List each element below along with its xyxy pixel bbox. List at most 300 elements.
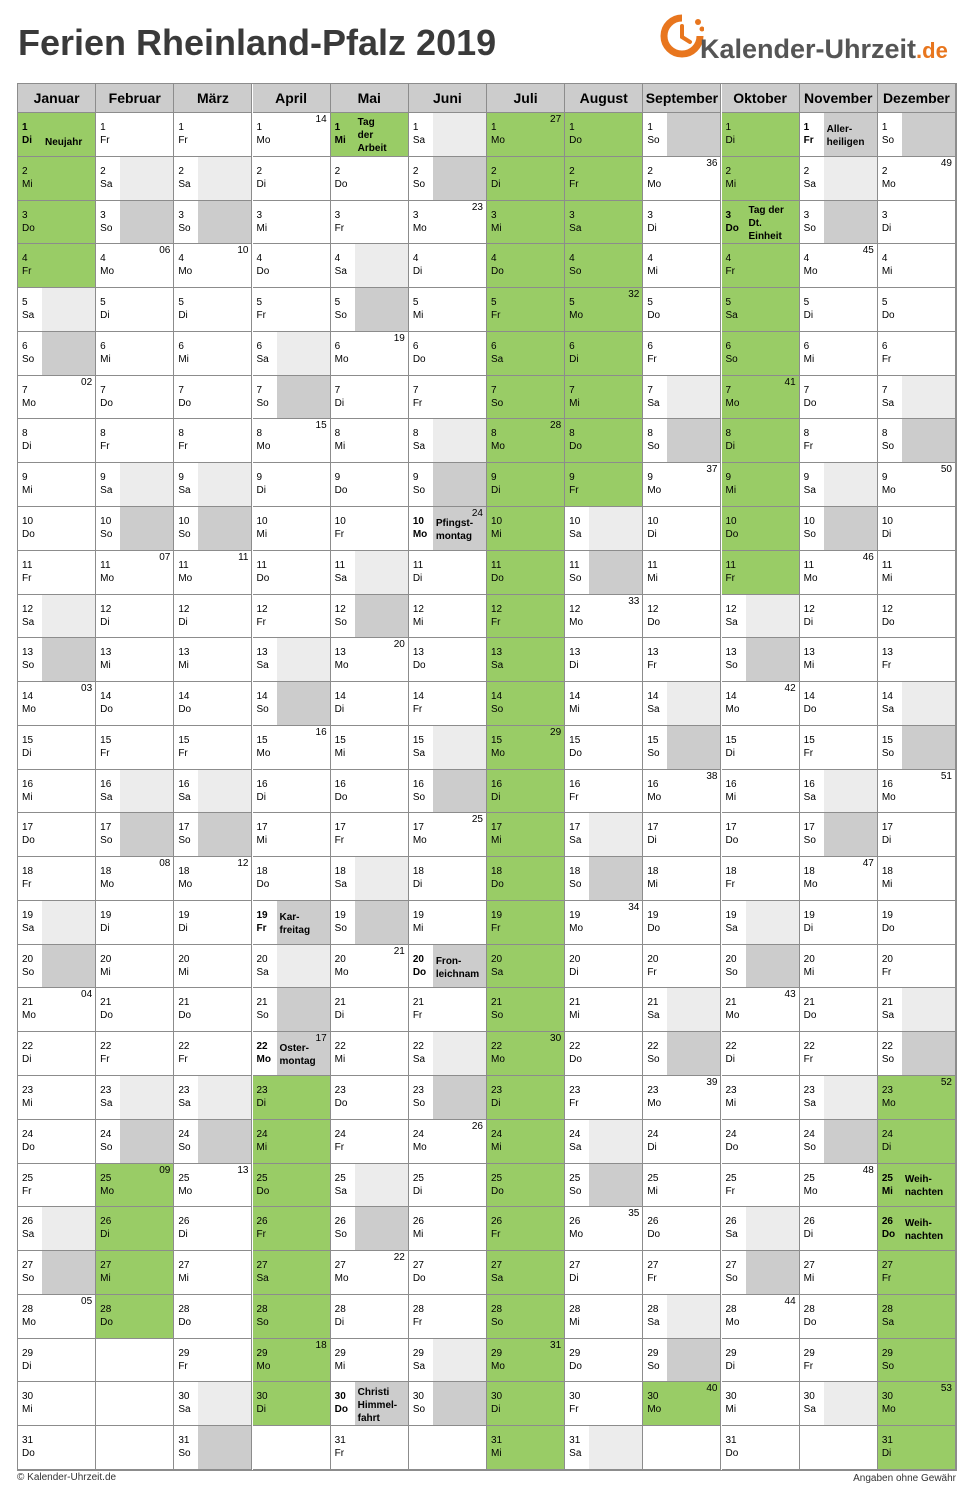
day-number: 5 Di [178, 297, 188, 322]
day-cell [174, 1426, 252, 1470]
day-cell [643, 595, 721, 639]
week-number: 47 [862, 858, 874, 870]
day-number: 23 Di [256, 1085, 268, 1110]
day-label-area [511, 288, 564, 331]
day-label-area [198, 770, 251, 813]
day-label-area [433, 1164, 486, 1207]
day-cell [487, 201, 565, 245]
day-number: 20 Sa [491, 953, 504, 978]
day-label-area [589, 376, 642, 419]
day-cell [878, 1164, 956, 1208]
day-cell [643, 1076, 721, 1120]
day-cell [18, 1164, 96, 1208]
day-number: 18 Fr [725, 866, 737, 891]
day-cell [878, 857, 956, 901]
day-number: 9 Mi [725, 472, 737, 497]
day-label-area [120, 1207, 173, 1250]
day-label-area [589, 419, 642, 462]
day-cell [331, 901, 409, 945]
day-label-area [277, 157, 330, 200]
day-number: 5 Do [647, 297, 661, 322]
day-cell [565, 113, 643, 157]
day-cell [878, 726, 956, 770]
day-label-area [433, 1251, 486, 1294]
day-cell [253, 1207, 331, 1251]
day-number: 13 So [22, 647, 35, 672]
day-number: 6 Mi [100, 340, 111, 365]
day-cell [174, 1032, 252, 1076]
day-number: 5 Do [881, 297, 895, 322]
day-cell [487, 244, 565, 288]
day-number: 30 Do [334, 1391, 348, 1416]
day-number: 14 Do [178, 691, 192, 716]
day-cell [565, 551, 643, 595]
day-label-area [667, 1164, 720, 1207]
day-cell [565, 770, 643, 814]
day-number: 22 Fr [100, 1041, 112, 1066]
day-label-area [902, 419, 955, 462]
day-cell [174, 988, 252, 1032]
week-number: 27 [550, 114, 562, 125]
day-cell [643, 1032, 721, 1076]
day-cell [565, 1426, 643, 1470]
day-cell [409, 1164, 487, 1208]
day-cell [96, 1032, 174, 1076]
day-number: 1 Sa [412, 122, 426, 146]
day-label-area [667, 988, 720, 1031]
day-cell [18, 463, 96, 507]
day-label-area [746, 288, 799, 331]
day-label-area [902, 113, 955, 156]
day-cell [565, 1339, 643, 1383]
day-cell [18, 376, 96, 420]
day-cell [800, 595, 878, 639]
day-number: 23 Di [491, 1085, 503, 1110]
day-cell [409, 682, 487, 726]
day-label-area [511, 1426, 564, 1469]
day-label-area [277, 813, 330, 856]
week-number: 10 [237, 245, 249, 257]
day-number: 26 Mo [569, 1216, 584, 1241]
day-cell [878, 1382, 956, 1426]
day-number: 17 Mi [256, 822, 268, 847]
day-label-area [746, 857, 799, 900]
day-label-area [667, 419, 720, 462]
day-cell [409, 376, 487, 420]
day-label-area [824, 463, 877, 506]
day-label-area [511, 988, 564, 1031]
day-cell [174, 1339, 252, 1383]
week-number: 48 [862, 1164, 874, 1176]
day-number: 3 Mi [256, 209, 268, 234]
day-cell [174, 1251, 252, 1295]
day-number: 1 Mi [334, 122, 346, 146]
day-number: 21 Sa [647, 997, 660, 1022]
day-cell [18, 419, 96, 463]
day-cell [643, 857, 721, 901]
day-label-area [667, 1032, 720, 1075]
day-number: 10 Di [647, 515, 659, 540]
day-number: 28 So [491, 1303, 504, 1328]
day-cell [800, 288, 878, 332]
day-cell [174, 1120, 252, 1164]
day-cell [722, 1382, 800, 1426]
day-label-area [824, 1076, 877, 1119]
day-cell [878, 288, 956, 332]
day-number: 9 Sa [100, 472, 113, 497]
day-cell [643, 1251, 721, 1295]
month-header: Juni [409, 84, 487, 113]
day-label-area [277, 376, 330, 419]
day-label-area [902, 288, 955, 331]
day-number: 30 So [412, 1391, 426, 1416]
day-cell [253, 201, 331, 245]
day-cell [878, 1076, 956, 1120]
day-cell [565, 901, 643, 945]
week-number: 44 [784, 1295, 796, 1307]
day-number: 16 Mi [22, 778, 34, 803]
day-label-area [355, 507, 408, 550]
day-number: 1 Fr [100, 122, 110, 146]
calendar-days [18, 84, 956, 1470]
week-number: 04 [81, 989, 93, 1001]
day-label-area [746, 332, 799, 375]
day-number: 11 Do [491, 559, 504, 584]
day-cell [331, 726, 409, 770]
day-cell [643, 157, 721, 201]
holiday-label: Weih- nachten [904, 1174, 944, 1199]
day-number: 25 Sa [334, 1172, 347, 1197]
day-cell [722, 1164, 800, 1208]
day-number: 29 Fr [178, 1347, 190, 1372]
day-number: 17 Fr [334, 822, 346, 847]
day-number: 1 Fr [178, 122, 188, 146]
week-number: 20 [393, 639, 405, 651]
day-cell [800, 507, 878, 551]
day-label-area [198, 1426, 251, 1469]
day-label-area [433, 770, 486, 813]
day-number: 14 Do [100, 691, 113, 716]
day-cell [800, 901, 878, 945]
month-header: September [643, 84, 721, 113]
day-label-area [824, 770, 877, 813]
day-cell [565, 201, 643, 245]
day-number: 12 So [334, 603, 347, 628]
day-cell [331, 1251, 409, 1295]
day-label-area [277, 638, 330, 681]
month-header: November [800, 84, 878, 113]
day-cell [253, 288, 331, 332]
day-cell [409, 1251, 487, 1295]
day-number: 15 Sa [412, 734, 426, 759]
day-label-area [42, 157, 95, 200]
day-number: 21 Sa [881, 997, 895, 1022]
day-number: 24 So [803, 1128, 816, 1153]
day-number: 25 Di [412, 1172, 424, 1197]
day-label-area [746, 770, 799, 813]
day-number: 21 Di [334, 997, 346, 1022]
day-cell [487, 1426, 565, 1470]
brand-logo[interactable] [660, 8, 960, 80]
day-number: 10 So [803, 515, 816, 540]
day-cell [174, 1164, 252, 1208]
day-label-area [511, 945, 564, 988]
day-cell [565, 1207, 643, 1251]
day-cell [878, 638, 956, 682]
day-label-area [120, 288, 173, 331]
day-label-area [120, 507, 173, 550]
day-label-area [824, 1382, 877, 1425]
day-label-area [511, 901, 564, 944]
week-number: 12 [237, 858, 249, 870]
day-number: 18 Mo [803, 866, 818, 891]
day-cell [331, 332, 409, 376]
day-label-area [120, 157, 173, 200]
day-number: 14 Mi [569, 691, 581, 716]
day-cell [565, 157, 643, 201]
day-number: 11 Do [256, 559, 270, 584]
day-label-area [511, 376, 564, 419]
day-label-area [355, 201, 408, 244]
day-label-area [824, 376, 877, 419]
day-cell [487, 1295, 565, 1339]
day-cell [174, 1382, 252, 1426]
day-number: 12 Di [178, 603, 190, 628]
day-number: 15 Mi [334, 734, 346, 759]
day-label-area [42, 1164, 95, 1207]
day-number: 5 Sa [22, 297, 35, 322]
day-number: 30 Mo [647, 1391, 662, 1416]
day-label-area [511, 244, 564, 287]
day-label-area [198, 1207, 251, 1250]
day-number: 29 Do [569, 1347, 582, 1372]
day-cell [253, 638, 331, 682]
day-cell [96, 813, 174, 857]
day-cell [643, 1207, 721, 1251]
day-cell [18, 945, 96, 989]
day-number: 11 Mi [647, 559, 658, 584]
day-cell [96, 638, 174, 682]
brand-name: Kalender-Uhrzeit.de [700, 34, 948, 64]
day-label-area [198, 157, 251, 200]
day-label-area [198, 201, 251, 244]
day-number: 2 Mo [647, 165, 662, 190]
day-cell [722, 901, 800, 945]
day-cell [253, 419, 331, 463]
day-number: 19 Di [803, 909, 815, 934]
day-label-area [746, 419, 799, 462]
day-number: 29 Sa [412, 1347, 426, 1372]
day-number: 18 Mi [647, 866, 659, 891]
day-number: 10 Mi [491, 515, 503, 540]
day-number: 8 Di [22, 428, 32, 453]
day-number: 31 Di [881, 1435, 893, 1460]
day-label-area [667, 1120, 720, 1163]
day-label-area [511, 463, 564, 506]
day-number: 11 Mi [881, 559, 893, 584]
day-number: 30 Sa [178, 1391, 191, 1416]
day-number: 27 Sa [256, 1260, 269, 1285]
week-number: 23 [471, 201, 483, 213]
day-number: 19 Fr [491, 909, 503, 934]
month-header: Januar [18, 84, 96, 113]
week-number: 29 [550, 726, 562, 738]
day-label-area [120, 1251, 173, 1294]
day-cell [800, 113, 878, 157]
day-cell [800, 157, 878, 201]
day-label-area [433, 157, 486, 200]
day-cell [409, 332, 487, 376]
day-number: 12 Sa [725, 603, 738, 628]
day-label-area [667, 244, 720, 287]
day-label-area [433, 551, 486, 594]
day-number: 9 Sa [178, 472, 191, 497]
day-cell [331, 682, 409, 726]
day-label-area [746, 595, 799, 638]
day-cell [643, 682, 721, 726]
day-number: 31 Sa [569, 1435, 582, 1460]
day-number: 5 Di [100, 297, 110, 322]
week-number: 34 [628, 901, 640, 913]
day-number: 6 Sa [491, 340, 504, 365]
day-number: 25 Mo [178, 1172, 193, 1197]
day-label-area [198, 638, 251, 681]
day-label-area [42, 463, 95, 506]
day-number: 31 Fr [334, 1435, 346, 1460]
day-cell [565, 1382, 643, 1426]
day-cell [878, 201, 956, 245]
day-cell [96, 1251, 174, 1295]
day-number: 19 Do [647, 909, 661, 934]
day-cell [565, 726, 643, 770]
day-number: 22 Fr [178, 1041, 190, 1066]
day-cell [643, 770, 721, 814]
day-label-area [120, 376, 173, 419]
day-cell [878, 813, 956, 857]
day-number: 19 Do [881, 909, 895, 934]
day-number: 18 Mo [178, 866, 193, 891]
day-number: 28 Mo [22, 1303, 36, 1328]
empty-day-cell [409, 1426, 487, 1470]
day-cell [253, 901, 331, 945]
day-number: 27 Di [569, 1260, 581, 1285]
day-label-area [42, 1339, 95, 1382]
day-label-area [746, 638, 799, 681]
day-cell [722, 244, 800, 288]
day-number: 6 Do [412, 340, 426, 365]
day-number: 28 Di [334, 1303, 346, 1328]
day-cell [253, 1120, 331, 1164]
day-label-area [667, 595, 720, 638]
day-cell [331, 1295, 409, 1339]
day-number: 29 Di [22, 1347, 34, 1372]
day-cell [331, 945, 409, 989]
day-label-area [902, 682, 955, 725]
day-label-area [746, 1120, 799, 1163]
day-number: 20 Mi [803, 953, 815, 978]
day-number: 18 Mo [100, 866, 115, 891]
day-cell [331, 813, 409, 857]
day-number: 9 Fr [569, 472, 579, 497]
day-cell [18, 244, 96, 288]
day-label-area [277, 682, 330, 725]
day-label-area [667, 1295, 720, 1338]
holiday-label: Christi Himmel- fahrt [357, 1386, 398, 1424]
day-label-area [355, 1207, 408, 1250]
day-cell [800, 1295, 878, 1339]
day-number: 20 So [725, 953, 738, 978]
day-cell [409, 988, 487, 1032]
day-number: 25 Mo [803, 1172, 818, 1197]
day-cell [565, 857, 643, 901]
week-number: 33 [628, 595, 640, 607]
day-number: 1 Mo [256, 122, 271, 146]
day-number: 4 Fr [725, 253, 735, 278]
day-number: 6 Di [569, 340, 579, 365]
holiday-label: Neujahr [45, 137, 83, 149]
day-number: 25 Do [491, 1172, 504, 1197]
day-number: 10 Mo [412, 515, 428, 540]
day-cell [800, 638, 878, 682]
day-cell [18, 113, 96, 157]
day-label-area [589, 1076, 642, 1119]
day-number: 1 Fr [803, 122, 814, 146]
day-label-area [902, 1426, 955, 1469]
day-cell [565, 1076, 643, 1120]
day-number: 18 So [569, 866, 582, 891]
day-number: 12 Di [803, 603, 815, 628]
day-label-area [902, 507, 955, 550]
week-number: 37 [706, 464, 718, 476]
day-number: 15 Fr [100, 734, 112, 759]
day-label-area [589, 201, 642, 244]
day-cell [253, 463, 331, 507]
day-cell [18, 1076, 96, 1120]
day-number: 8 So [881, 428, 895, 453]
day-number: 16 Mo [881, 778, 896, 803]
day-number: 19 Sa [725, 909, 738, 934]
day-number: 25 Mi [881, 1172, 893, 1197]
day-cell [409, 901, 487, 945]
day-label-area [902, 901, 955, 944]
day-cell [643, 551, 721, 595]
day-number: 28 Mi [569, 1303, 581, 1328]
day-number: 4 Do [491, 253, 504, 278]
day-number: 12 Di [100, 603, 112, 628]
day-cell [331, 988, 409, 1032]
day-cell [487, 1251, 565, 1295]
day-number: 15 Di [22, 734, 34, 759]
day-cell [331, 857, 409, 901]
week-number: 06 [159, 245, 171, 257]
day-number: 14 Sa [881, 691, 895, 716]
day-label-area [511, 813, 564, 856]
day-cell [565, 1295, 643, 1339]
day-label-area [433, 332, 486, 375]
day-number: 30 Di [256, 1391, 268, 1416]
day-number: 29 So [647, 1347, 660, 1372]
day-cell [18, 638, 96, 682]
day-label-area [198, 988, 251, 1031]
day-number: 30 Mi [22, 1391, 34, 1416]
day-number: 10 Mi [256, 515, 268, 540]
day-number: 3 So [100, 209, 113, 234]
day-label-area [902, 1032, 955, 1075]
day-cell [565, 1164, 643, 1208]
day-number: 19 Di [178, 909, 190, 934]
day-number: 22 Mo [491, 1041, 505, 1066]
day-label-area [589, 638, 642, 681]
